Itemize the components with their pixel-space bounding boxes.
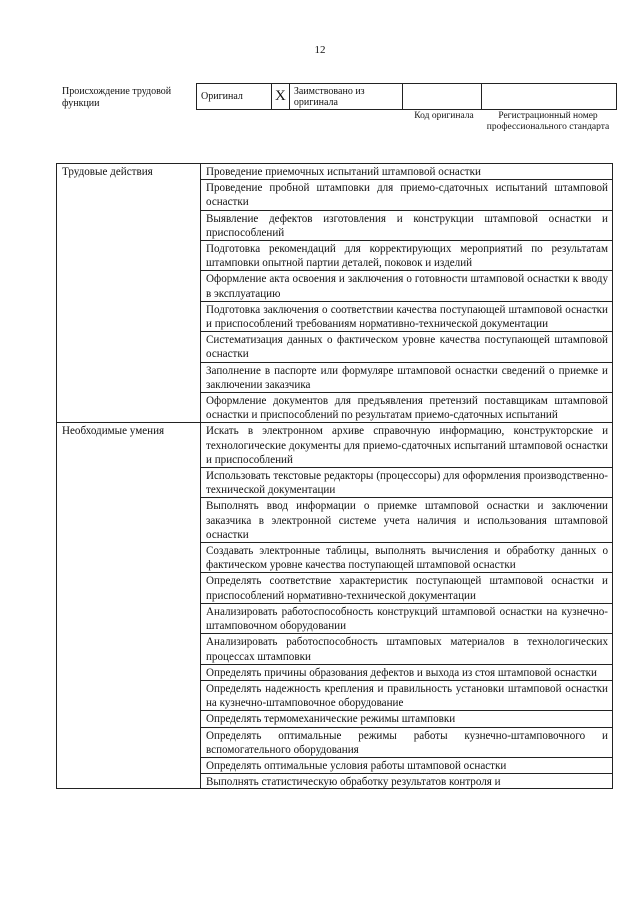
list-item: Определять оптимальные режимы работы кузнечно-штамповочного и вспомогательного оборудования — [201, 727, 613, 757]
section-title: Трудовые действия — [57, 164, 201, 423]
original-cell: Оригинал — [197, 84, 272, 110]
list-item: Использовать текстовые редакторы (процессоры) для оформления производственно-технической документации — [201, 468, 613, 498]
borrowed-cell: Заимствовано из оригинала — [289, 84, 402, 110]
list-item: Проведение пробной штамповки для приемо-сдаточных испытаний штамповой оснастки — [201, 180, 613, 210]
list-item: Создавать электронные таблицы, выполнять вычисления и обработку данных о фактическом уровне качества поступающей штамповой оснастки — [201, 543, 613, 573]
list-item: Подготовка заключения о соответствии качества поступающей штамповой оснастки и приспособлений требованиям нормативно-технической документации — [201, 301, 613, 331]
list-item: Определять причины образования дефектов и выхода из стоя штамповой оснастки — [201, 664, 613, 680]
section-title: Необходимые умения — [57, 423, 201, 789]
function-table-body — [57, 164, 613, 789]
list-item — [201, 774, 613, 789]
origin-label: Происхождение трудовой функции — [62, 86, 172, 109]
reg-number-label: Регистрационный номер профессионального стандарта — [486, 111, 610, 132]
code-label: Код оригинала — [414, 111, 474, 121]
list-item: Оформление документов для предъявления претензий поставщикам штамповой оснастки и приспособлений по результатам приемо-сдаточных испытаний — [201, 393, 613, 423]
list-item: Определять соответствие характеристик поступающей штамповой оснастки и приспособлений нормативно-технической документации — [201, 573, 613, 603]
origin-row — [197, 84, 617, 110]
list-item: Заполнение в паспорте или формуляре штамповой оснастки сведений о приемке и заключении заказчика — [201, 362, 613, 392]
original-mark: X — [272, 84, 290, 110]
list-item-text: Выполнять статистическую обработку результатов контроля и — [206, 776, 501, 789]
list-item: Анализировать работоспособность конструкций штамповой оснастки на кузнечно-штамповочном оборудовании — [201, 603, 613, 633]
list-item: Выявление дефектов изготовления и конструкции штамповой оснастки и приспособлений — [201, 210, 613, 240]
list-item: Подготовка рекомендаций для корректирующих мероприятий по результатам штамповки опытной партии деталей, поковок и изделий — [201, 241, 613, 271]
table-row — [57, 423, 613, 468]
list-item: Оформление акта освоения и заключения о готовности штамповой оснастки к вводу в эксплуатацию — [201, 271, 613, 301]
function-table — [56, 163, 613, 789]
list-item: Выполнять ввод информации о приемке штамповой оснастки и заключении заказчика в электронной системе учета наличия и использования штамповой оснастки — [201, 498, 613, 543]
list-item: Проведение приемочных испытаний штамповой оснастки — [201, 164, 613, 180]
code-cell — [402, 84, 481, 110]
table-row — [57, 164, 613, 180]
list-item: Искать в электронном архиве справочную информацию, конструкторские и технологические документы для приемо-сдаточных испытаний штамповой оснастки и приспособлений — [201, 423, 613, 468]
list-item: Определять термомеханические режимы штамповки — [201, 711, 613, 727]
list-item: Систематизация данных о фактическом уровне качества поступающей штамповой оснастки — [201, 332, 613, 362]
page-number: 12 — [314, 44, 326, 56]
list-item: Определять надежность крепления и правильность установки штамповой оснастки на кузнечно-штамповочное оборудование — [201, 680, 613, 710]
list-item: Анализировать работоспособность штамповых материалов в технологических процессах штамповки — [201, 634, 613, 664]
origin-table — [196, 83, 617, 110]
list-item: Определять оптимальные условия работы штамповой оснастки — [201, 757, 613, 773]
reg-number-cell — [481, 84, 616, 110]
